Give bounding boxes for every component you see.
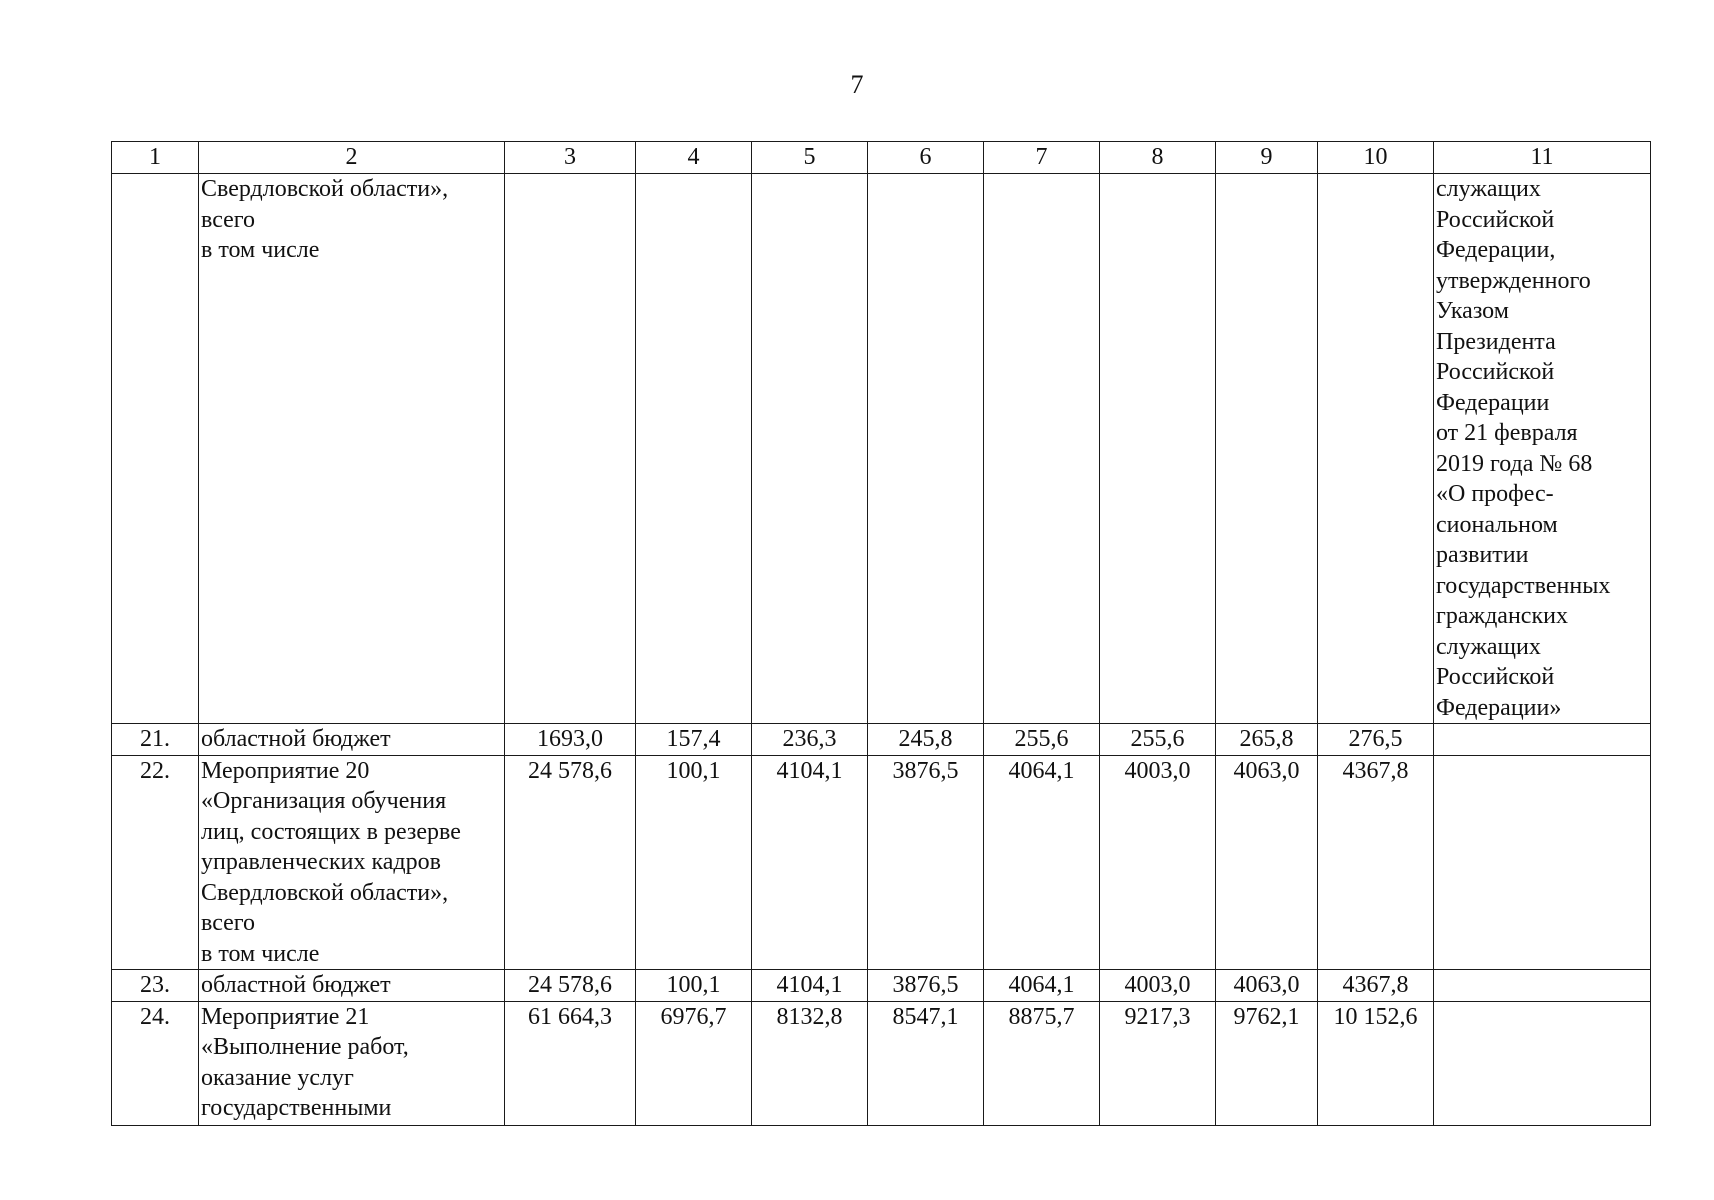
row-number-cell: 23.: [112, 970, 199, 1002]
value-cell: 24 578,6: [505, 755, 636, 970]
column-header: 9: [1216, 142, 1318, 174]
value-cell: 4003,0: [1100, 970, 1216, 1002]
table-row: [112, 724, 1651, 756]
value-cell: 100,1: [636, 755, 752, 970]
row-name-cell: областной бюджет: [199, 970, 505, 1002]
column-header: 3: [505, 142, 636, 174]
value-cell: 4104,1: [752, 755, 868, 970]
value-cell: [1216, 174, 1318, 724]
row-name-cell: Мероприятие 20 «Организация обучения лиц, состоящих в резерве управленческих кадров Свердловской области», всего в том числе: [199, 755, 505, 970]
note-cell: [1434, 970, 1651, 1002]
value-cell: 3876,5: [868, 755, 984, 970]
value-cell: 6976,7: [636, 1001, 752, 1125]
value-cell: [752, 174, 868, 724]
column-header: 7: [984, 142, 1100, 174]
value-cell: [868, 174, 984, 724]
column-header: 6: [868, 142, 984, 174]
value-cell: 8547,1: [868, 1001, 984, 1125]
row-number-cell: [112, 174, 199, 724]
row-number-cell: 24.: [112, 1001, 199, 1125]
column-header: 10: [1318, 142, 1434, 174]
value-cell: 4063,0: [1216, 755, 1318, 970]
value-cell: 9762,1: [1216, 1001, 1318, 1125]
value-cell: 4063,0: [1216, 970, 1318, 1002]
value-cell: [636, 174, 752, 724]
value-cell: 100,1: [636, 970, 752, 1002]
value-cell: 4064,1: [984, 970, 1100, 1002]
value-cell: 9217,3: [1100, 1001, 1216, 1125]
table-header-row: [112, 142, 1651, 174]
value-cell: 255,6: [984, 724, 1100, 756]
value-cell: 276,5: [1318, 724, 1434, 756]
value-cell: 265,8: [1216, 724, 1318, 756]
row-number-cell: 22.: [112, 755, 199, 970]
note-cell: [1434, 755, 1651, 970]
value-cell: 1693,0: [505, 724, 636, 756]
column-header: 5: [752, 142, 868, 174]
row-name-cell: Мероприятие 21 «Выполнение работ, оказание услуг государственными: [199, 1001, 505, 1125]
value-cell: 24 578,6: [505, 970, 636, 1002]
table-row: [112, 755, 1651, 970]
value-cell: 4104,1: [752, 970, 868, 1002]
value-cell: 8132,8: [752, 1001, 868, 1125]
column-header: 11: [1434, 142, 1651, 174]
column-header: 4: [636, 142, 752, 174]
note-cell: [1434, 724, 1651, 756]
row-name-cell: Свердловской области», всего в том числе: [199, 174, 505, 724]
column-header: 2: [199, 142, 505, 174]
column-header: 8: [1100, 142, 1216, 174]
value-cell: 3876,5: [868, 970, 984, 1002]
value-cell: 4064,1: [984, 755, 1100, 970]
value-cell: 61 664,3: [505, 1001, 636, 1125]
row-number-cell: 21.: [112, 724, 199, 756]
budget-table: [111, 141, 1651, 1126]
value-cell: 8875,7: [984, 1001, 1100, 1125]
value-cell: 4367,8: [1318, 970, 1434, 1002]
table-row: [112, 970, 1651, 1002]
column-header: 1: [112, 142, 199, 174]
row-name-cell: областной бюджет: [199, 724, 505, 756]
page-number: 7: [850, 70, 864, 99]
value-cell: [505, 174, 636, 724]
value-cell: 4003,0: [1100, 755, 1216, 970]
value-cell: 236,3: [752, 724, 868, 756]
value-cell: [1100, 174, 1216, 724]
value-cell: [1318, 174, 1434, 724]
table-row: [112, 1001, 1651, 1125]
value-cell: [984, 174, 1100, 724]
table-row: [112, 174, 1651, 724]
value-cell: 157,4: [636, 724, 752, 756]
value-cell: 10 152,6: [1318, 1001, 1434, 1125]
note-cell: служащих Российской Федерации, утвержденного Указом Президента Российской Федерации от 21 февраля 2019 года № 68 «О профес- сиональном развитии государственных гражданских служащих Российской Федерации»: [1434, 174, 1651, 724]
note-cell: [1434, 1001, 1651, 1125]
value-cell: 4367,8: [1318, 755, 1434, 970]
value-cell: 255,6: [1100, 724, 1216, 756]
value-cell: 245,8: [868, 724, 984, 756]
